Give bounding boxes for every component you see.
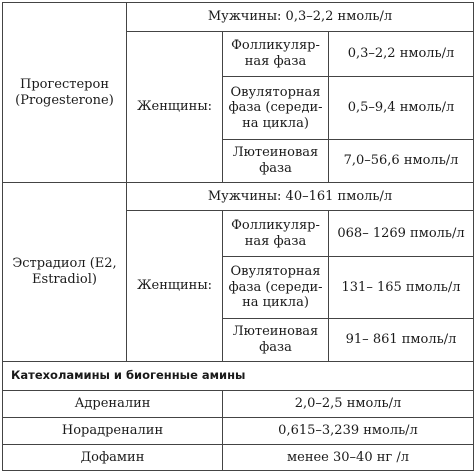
women-label: Женщины:: [127, 211, 223, 362]
hormone-name: Прогестерон: [20, 76, 109, 92]
phase-value: 068– 1269 пмоль/л: [329, 211, 474, 257]
phase-value: 0,5–9,4 нмоль/л: [329, 77, 474, 140]
phase-name: Фолликуляр- ная фаза: [223, 211, 329, 257]
hormone-name-progesterone: [3, 3, 127, 183]
hormone-name: Эстрадиол (E2,: [12, 256, 117, 272]
hormone-latin: Estradiol): [32, 272, 97, 287]
section-title: Катехоламины и биогенные амины: [3, 362, 474, 391]
men-value: Мужчины: 0,3–2,2 нмоль/л: [127, 3, 474, 32]
phase-value: 91– 861 пмоль/л: [329, 319, 474, 362]
amine-row: [3, 391, 474, 418]
amine-row: [3, 445, 474, 471]
estradiol-men-row: [3, 183, 474, 211]
amine-value: 2,0–2,5 нмоль/л: [223, 391, 474, 418]
phase-value: 131– 165 пмоль/л: [329, 257, 474, 319]
amine-value: менее 30–40 нг /л: [223, 445, 474, 471]
phase-name: Овуляторная фаза (середи- на цикла): [223, 257, 329, 319]
section-row: [3, 362, 474, 391]
phase-value: 0,3–2,2 нмоль/л: [329, 32, 474, 77]
phase-name: Овуляторная фаза (середи- на цикла): [223, 77, 329, 140]
phase-name: Лютеиновая фаза: [223, 319, 329, 362]
men-value: Мужчины: 40–161 пмоль/л: [127, 183, 474, 211]
hormone-name-estradiol: [3, 183, 127, 362]
phase-name: Фолликуляр- ная фаза: [223, 32, 329, 77]
phase-value: 7,0–56,6 нмоль/л: [329, 140, 474, 183]
amine-name: Адреналин: [3, 391, 223, 418]
phase-name: Лютеиновая фаза: [223, 140, 329, 183]
reference-table: [2, 2, 474, 471]
amine-row: [3, 418, 474, 445]
progesterone-men-row: [3, 3, 474, 32]
women-label: Женщины:: [127, 32, 223, 183]
hormone-latin: (Progesterone): [15, 92, 114, 108]
amine-name: Дофамин: [3, 445, 223, 471]
amine-name: Норадреналин: [3, 418, 223, 445]
amine-value: 0,615–3,239 нмоль/л: [223, 418, 474, 445]
